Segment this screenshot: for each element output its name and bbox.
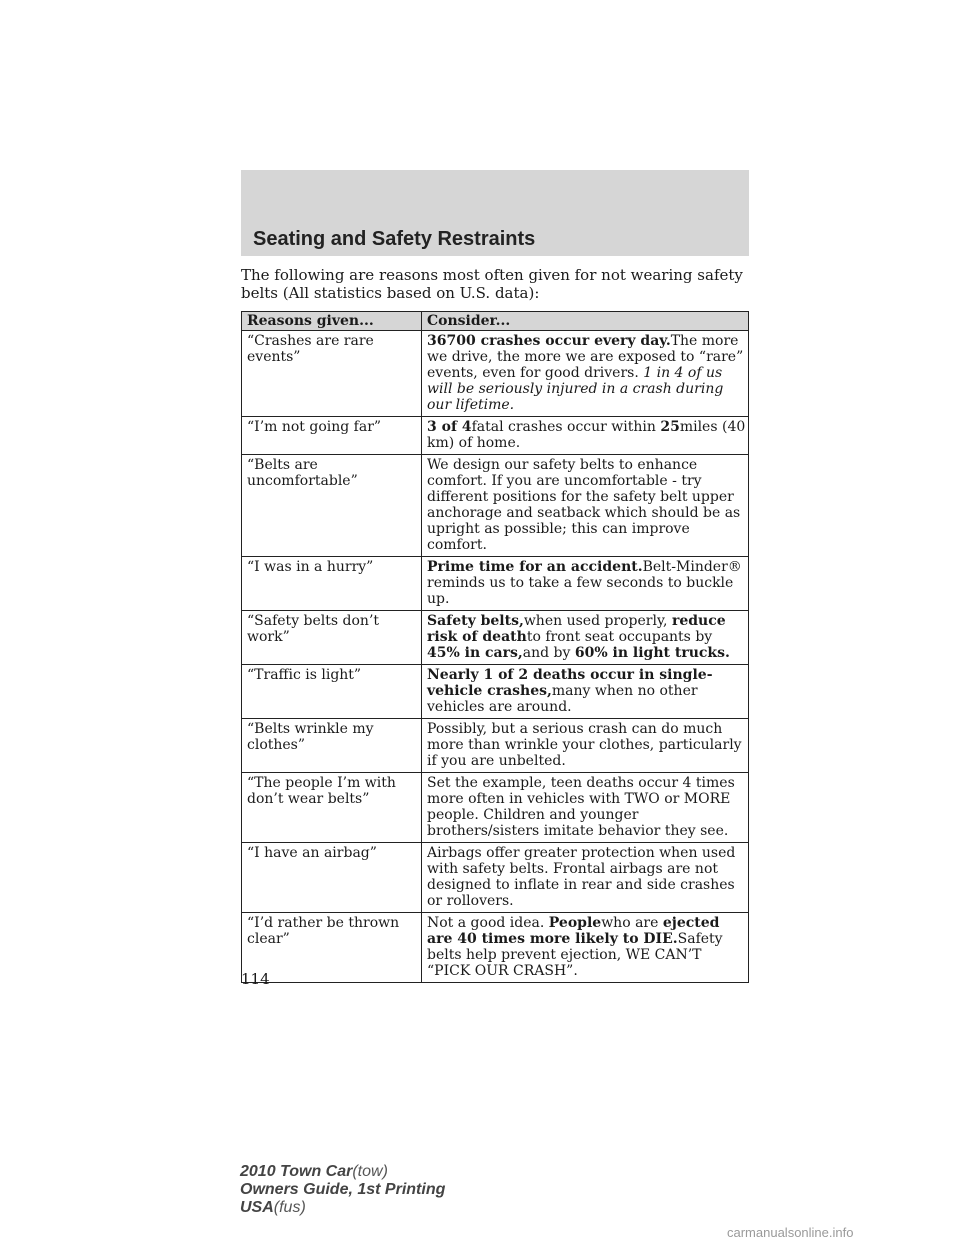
footer-line-printing: Owners Guide, 1st Printing xyxy=(240,1181,446,1198)
table-header-row xyxy=(242,312,749,331)
column-header-reasons: Reasons given... xyxy=(242,312,422,331)
consider-cell xyxy=(422,455,749,557)
reason-cell: “I have an airbag” xyxy=(242,843,422,913)
page-number: 114 xyxy=(241,970,270,988)
consider-cell xyxy=(422,773,749,843)
reason-cell: “I’m not going far” xyxy=(242,417,422,455)
footer-line-market xyxy=(240,1199,445,1217)
consider-text-segment: when used properly, xyxy=(523,613,672,629)
consider-text-segment: and by xyxy=(522,645,575,661)
reason-cell: “Crashes are rare events” xyxy=(242,331,422,417)
consider-text-segment: 45% in cars, xyxy=(427,645,523,661)
consider-cell xyxy=(422,719,749,773)
footer-print-info xyxy=(240,1163,445,1217)
consider-text-segment: 60% in light trucks. xyxy=(574,645,730,661)
consider-text-segment: who are xyxy=(601,915,663,931)
table-row xyxy=(242,455,749,557)
reason-cell: “I’d rather be thrown clear” xyxy=(242,913,422,983)
reason-cell: “Belts are uncomfortable” xyxy=(242,455,422,557)
consider-cell xyxy=(422,913,749,983)
consider-text-segment: Possibly, but a serious crash can do much more than wrinkle your clothes, particularly if you are unbelted. xyxy=(427,721,742,769)
table-row xyxy=(242,417,749,455)
table-row xyxy=(242,719,749,773)
consider-text-segment: The more we drive, the more we are exposed to “rare” events, even for good drivers. xyxy=(427,333,744,381)
consider-text-segment: Airbags offer greater protection when used with safety belts. Frontal airbags are not designed to inflate in rear and side crashes or rollovers. xyxy=(427,845,736,909)
reason-cell: “I was in a hurry” xyxy=(242,557,422,611)
footer-market-code: (fus) xyxy=(273,1199,306,1216)
reason-cell: “The people I’m with don’t wear belts” xyxy=(242,773,422,843)
consider-text-segment: Nearly 1 of 2 deaths occur in single-vehicle crashes, xyxy=(427,667,713,699)
consider-text-segment: Set the example, teen deaths occur 4 times more often in vehicles with TWO or MORE people. Children and younger brothers/sisters imitate behavior they see. xyxy=(427,775,735,839)
table-row xyxy=(242,773,749,843)
column-header-consider: Consider... xyxy=(422,312,749,331)
section-title: Seating and Safety Restraints xyxy=(253,228,536,250)
table-row xyxy=(242,611,749,665)
table-body xyxy=(242,331,749,983)
consider-cell xyxy=(422,557,749,611)
watermark: carmanualsonline.info xyxy=(727,1225,854,1240)
reason-cell: “Belts wrinkle my clothes” xyxy=(242,719,422,773)
consider-cell xyxy=(422,331,749,417)
footer-model-name: 2010 Town Car xyxy=(240,1163,353,1180)
consider-text-segment: We design our safety belts to enhance comfort. If you are uncomfortable - try different positions for the safety belt upper anchorage and seatback which should be as upright as possible; this can improve comfort. xyxy=(427,457,741,553)
table-row xyxy=(242,665,749,719)
consider-text-segment: miles (40 km) of home. xyxy=(427,419,746,451)
consider-cell xyxy=(422,417,749,455)
table-row xyxy=(242,331,749,417)
consider-text-segment: People xyxy=(548,915,602,931)
reasons-table xyxy=(241,311,749,983)
reason-cell: “Safety belts don’t work” xyxy=(242,611,422,665)
footer-model-code: (tow) xyxy=(352,1163,388,1180)
consider-text-segment: to front seat occupants by xyxy=(526,629,713,645)
table-row xyxy=(242,557,749,611)
table-row xyxy=(242,843,749,913)
consider-cell xyxy=(422,611,749,665)
consider-text-segment: 25 xyxy=(660,419,680,435)
consider-text-segment: ejected are 40 times more likely to DIE. xyxy=(427,915,720,947)
consider-cell xyxy=(422,843,749,913)
consider-text-segment: Prime time for an accident. xyxy=(427,559,643,575)
consider-text-segment: Safety belts, xyxy=(427,613,524,629)
intro-paragraph: The following are reasons most often given for not wearing safety belts (All statistics based on U.S. data): xyxy=(241,266,743,302)
consider-text-segment: Safety belts help prevent ejection, WE CAN’T “PICK OUR CRASH”. xyxy=(427,931,723,979)
consider-text-segment: Not a good idea. xyxy=(427,915,549,931)
footer-market-name: USA xyxy=(240,1199,274,1216)
consider-text-segment: reduce risk of death xyxy=(427,613,726,645)
reason-cell: “Traffic is light” xyxy=(242,665,422,719)
consider-text-segment: many when no other vehicles are around. xyxy=(427,683,698,715)
consider-text-segment: Belt-Minder® reminds us to take a few seconds to buckle up. xyxy=(427,559,742,607)
consider-cell xyxy=(422,665,749,719)
consider-text-segment: fatal crashes occur within xyxy=(471,419,661,435)
consider-text-segment: 36700 crashes occur every day. xyxy=(427,333,671,349)
consider-text-segment: 1 in 4 of us will be seriously injured in a crash during our lifetime. xyxy=(427,365,724,413)
footer-line-model xyxy=(240,1163,445,1181)
consider-text-segment: 3 of 4 xyxy=(427,419,472,435)
table-row xyxy=(242,913,749,983)
